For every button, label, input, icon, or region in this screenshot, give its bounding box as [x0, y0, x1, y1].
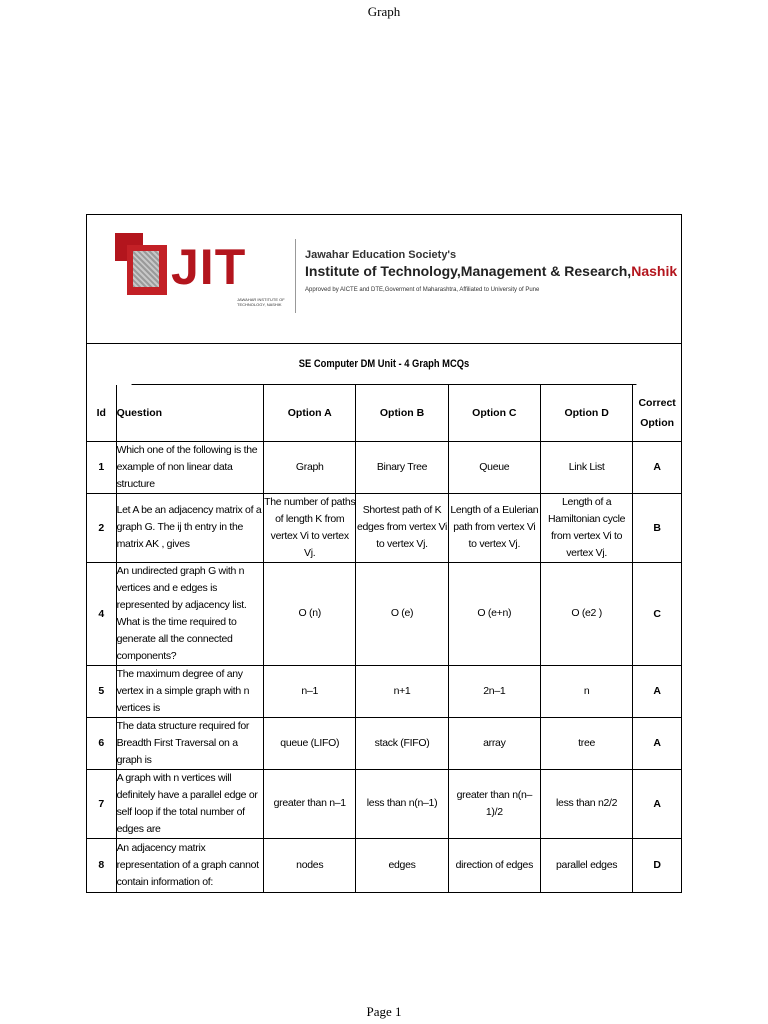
table-row [87, 441, 681, 493]
row-option-c: direction of edges [448, 838, 540, 892]
row-option-a: O (n) [264, 562, 356, 665]
row-answer: B [633, 493, 681, 562]
row-id: 2 [87, 493, 116, 562]
row-option-c: array [448, 717, 540, 769]
row-option-b: less than n(n–1) [356, 769, 448, 838]
table-row [87, 838, 681, 892]
row-id: 8 [87, 838, 116, 892]
row-option-b: Binary Tree [356, 441, 448, 493]
row-option-c: Length of a Eulerian path from vertex Vi to vertex Vj. [448, 493, 540, 562]
row-option-d: less than n2/2 [540, 769, 632, 838]
table-row [87, 493, 681, 562]
table-row [87, 665, 681, 717]
row-option-b: edges [356, 838, 448, 892]
row-answer: A [633, 717, 681, 769]
row-option-d: O (e2 ) [540, 562, 632, 665]
table-header-row [87, 385, 681, 441]
row-option-a: The number of paths of length K from vertex Vi to vertex Vj. [264, 493, 356, 562]
row-question: The data structure required for Breadth First Traversal on a graph is [116, 717, 263, 769]
row-question: An undirected graph G with n vertices and e edges is represented by adjacency list. What is the time required to generate all the connected components? [116, 562, 263, 665]
row-answer: A [633, 665, 681, 717]
institute-banner [87, 215, 681, 344]
row-option-b: O (e) [356, 562, 448, 665]
row-option-d: n [540, 665, 632, 717]
jit-logo [111, 233, 287, 313]
row-id: 5 [87, 665, 116, 717]
society-name: Jawahar Education Society's [305, 249, 457, 261]
row-question: A graph with n vertices will definitely have a parallel edge or self loop if the total number of edges are [116, 769, 263, 838]
row-option-c: 2n–1 [448, 665, 540, 717]
table-row [87, 769, 681, 838]
sheet-title: SE Computer DM Unit - 4 Graph MCQs [132, 344, 637, 385]
row-option-b: Shortest path of K edges from vertex Vi to vertex Vj. [356, 493, 448, 562]
header-option-c: Option C [448, 385, 540, 441]
institute-name: Institute of Technology,Management & Research,Nashik [305, 263, 678, 279]
row-id: 4 [87, 562, 116, 665]
row-option-c: O (e+n) [448, 562, 540, 665]
row-question: The maximum degree of any vertex in a simple graph with n vertices is [116, 665, 263, 717]
header-option-a: Option A [264, 385, 356, 441]
row-question: Let A be an adjacency matrix of a graph G. The ij th entry in the matrix AK , gives [116, 493, 263, 562]
row-option-b: stack (FIFO) [356, 717, 448, 769]
row-option-a: Graph [264, 441, 356, 493]
header-question: Question [116, 385, 263, 441]
institute-city: Nashik [631, 263, 678, 279]
header-option-d: Option D [540, 385, 632, 441]
row-option-c: greater than n(n–1)/2 [448, 769, 540, 838]
mcq-table [87, 385, 681, 892]
row-option-a: queue (LIFO) [264, 717, 356, 769]
row-answer: C [633, 562, 681, 665]
approval-note: Approved by AICTE and DTE,Goverment of Maharashtra, Affiliated to University of Pune [305, 287, 540, 293]
row-question: An adjacency matrix representation of a graph cannot contain information of: [116, 838, 263, 892]
row-option-b: n+1 [356, 665, 448, 717]
row-answer: A [633, 441, 681, 493]
row-option-d: Length of a Hamiltonian cycle from vertex Vi to vertex Vj. [540, 493, 632, 562]
row-option-a: n–1 [264, 665, 356, 717]
row-option-d: tree [540, 717, 632, 769]
row-id: 1 [87, 441, 116, 493]
row-option-d: Link List [540, 441, 632, 493]
row-option-c: Queue [448, 441, 540, 493]
row-answer: A [633, 769, 681, 838]
page-header: Graph [367, 4, 401, 19]
row-question: Which one of the following is the example of non linear data structure [116, 441, 263, 493]
banner-divider [295, 239, 296, 313]
row-id: 6 [87, 717, 116, 769]
table-row [87, 717, 681, 769]
table-row [87, 562, 681, 665]
logo-text: JIT [171, 239, 247, 295]
mcq-sheet [86, 214, 682, 893]
row-option-d: parallel edges [540, 838, 632, 892]
page-footer: Page 1 [366, 1004, 402, 1019]
header-option-b: Option B [356, 385, 448, 441]
row-option-a: greater than n–1 [264, 769, 356, 838]
header-correct-option: Correct Option [633, 385, 681, 441]
logo-small-text: JAWAHAR INSTITUTE OF TECHNOLOGY, NASHIK [237, 297, 285, 307]
row-option-a: nodes [264, 838, 356, 892]
row-answer: D [633, 838, 681, 892]
header-id: Id [87, 385, 116, 441]
row-id: 7 [87, 769, 116, 838]
